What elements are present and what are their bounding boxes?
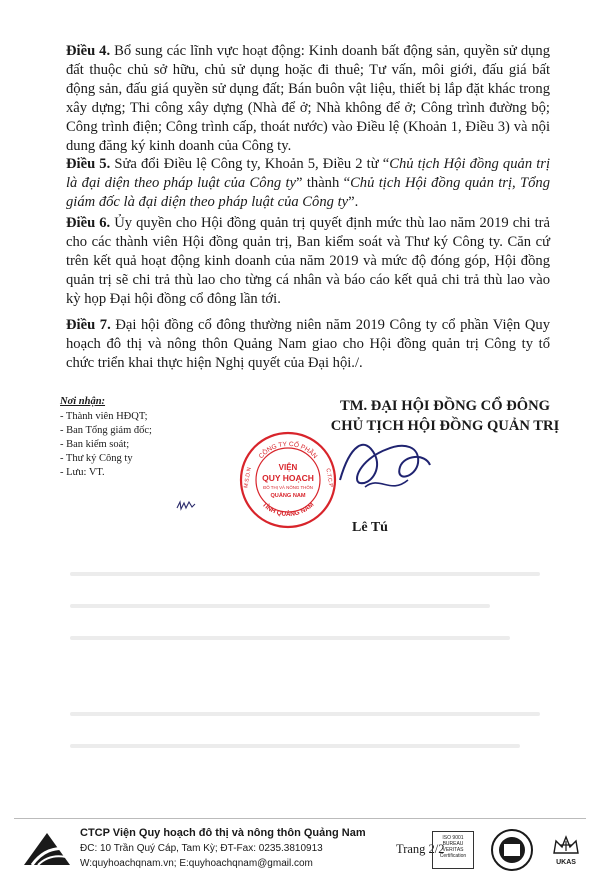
show-through-line (70, 712, 540, 716)
article-7-label: Điều 7. (66, 317, 111, 333)
company-logo-icon (20, 829, 74, 869)
article-5 (66, 155, 550, 212)
handwritten-signature (330, 425, 440, 505)
cert-ukas-label: UKAS (556, 859, 576, 866)
article-5-label: Điều 5. (66, 156, 111, 172)
article-5-quote-new: Chủ tịch Hội đồng quản trị, Tổng giám đốc là đại diện theo pháp luật của Công ty (66, 175, 550, 210)
recipients-list (60, 410, 152, 480)
bureau-veritas-certificate-badge (432, 831, 474, 869)
footer-company-name: CTCP Viện Quy hoạch đô thị và nông thôn Quảng Nam (80, 827, 366, 839)
show-through-line (70, 572, 540, 576)
recipients-block (60, 395, 152, 480)
bureau-veritas-seal-icon (484, 827, 540, 873)
svg-text:TỈNH QUẢNG NAM (261, 501, 316, 518)
recipient-item: - Thành viên HĐQT; (60, 411, 148, 422)
cert-iso-label: ISO 9001 (442, 835, 464, 841)
company-seal-stamp (238, 430, 338, 530)
seal-ring-left: M.S.D.N (243, 467, 253, 489)
svg-text:CÔNG TY CỔ PHẦN (258, 440, 319, 461)
seal-ring-top: CÔNG TY CỔ PHẦN (257, 440, 319, 461)
show-through-line (70, 636, 510, 640)
article-7 (66, 316, 550, 373)
seal-name-2: QUY HOẠCH (262, 473, 314, 483)
seal-name-3: ĐÔ THỊ VÀ NÔNG THÔN (263, 485, 313, 490)
article-5-text-b: ” thành “ (296, 175, 351, 191)
recipient-item: - Thư ký Công ty (60, 453, 133, 464)
recipient-item: - Ban Tổng giám đốc; (60, 425, 152, 436)
signatory-title: CHỦ TỊCH HỘI ĐỒNG QUẢN TRỊ (330, 418, 560, 434)
article-5-text-a: Sửa đổi Điều lệ Công ty, Khoản 5, Điều 2 từ “ (110, 156, 390, 172)
article-4-text: Bổ sung các lĩnh vực hoạt động: Kinh doanh bất động sản, quyền sử dụng đất thuộc chủ sở hữu, chủ sử dụng hoặc đi thuê; Tư vấn, môi giới, đấu giá bất động sản, đấu giá quyền sử dụng đất; Bán buôn vật liệu, thiết bị lắp đặt khác trong xây dựng; Thi công xây dựng (Nhà để ở; Nhà không để ở; Công trình đường bộ; Công trình điện; Công trình cấp, thoát nước) vào Điều lệ (Khoản 1, Điều 3) và nội dung đăng ký kinh doanh của Công ty. (66, 43, 551, 154)
signer-name: Lê Tú (352, 520, 388, 535)
footer-web-email: W:quyhoachqnam.vn; E:quyhoachqnam@gmail.com (80, 858, 313, 869)
ukas-crown-icon (546, 831, 586, 869)
handwritten-initial-mark (176, 499, 196, 513)
article-4 (66, 42, 550, 156)
footer-address: ĐC: 10 Trần Quý Cáp, Tam Kỳ; ĐT-Fax: 0235.3810913 (80, 843, 323, 854)
article-6-text: Ủy quyền cho Hội đồng quản trị quyết định mức thù lao năm 2019 chi trả cho các thành viên Hội đồng quản trị, Ban kiểm soát và Thư ký Công ty. Căn cứ trên kết quả hoạt động kinh doanh của năm 2019 và mức độ đóng góp, Hội đồng quản trị sẽ chi trả thù lao cho từng cá nhân và báo cáo kết quả chi trả thù lao vào kỳ họp Đại hội đồng cổ đông lần tới. (66, 215, 551, 307)
cert-bv-label: BUREAU VERITAS Certification (439, 841, 467, 859)
article-6 (66, 214, 550, 309)
signatory-capacity: TM. ĐẠI HỘI ĐỒNG CỔ ĐÔNG (340, 398, 550, 414)
seal-name-1: VIỆN (278, 463, 298, 472)
show-through-line (70, 744, 520, 748)
show-through-line (70, 604, 490, 608)
article-4-label: Điều 4. (66, 43, 111, 59)
seal-ring-bottom: TỈNH QUẢNG NAM (260, 501, 316, 519)
page-footer (14, 818, 586, 877)
recipient-item: - Lưu: VT. (60, 467, 105, 478)
page-number: Trang 2/2 (396, 842, 445, 856)
recipient-item: - Ban kiểm soát; (60, 439, 130, 450)
article-5-text-c: ”. (348, 194, 359, 210)
seal-ring-right: C.T.C.P (324, 467, 334, 488)
article-7-text: Đại hội đồng cổ đông thường niên năm 2019 Công ty cổ phần Viện Quy hoạch đô thị và nông thôn Quảng Nam giao cho Hội đồng quản trị Công ty tổ chức triển khai thực hiện Nghị quyết của Đại hội./. (66, 317, 550, 371)
recipients-title: Nơi nhận: (60, 396, 106, 407)
seal-name-4: QUẢNG NAM (270, 493, 306, 499)
article-5-quote-old: Chủ tịch Hội đồng quản trị là đại diện theo pháp luật của Công ty (66, 156, 551, 191)
article-6-label: Điều 6. (66, 215, 111, 231)
